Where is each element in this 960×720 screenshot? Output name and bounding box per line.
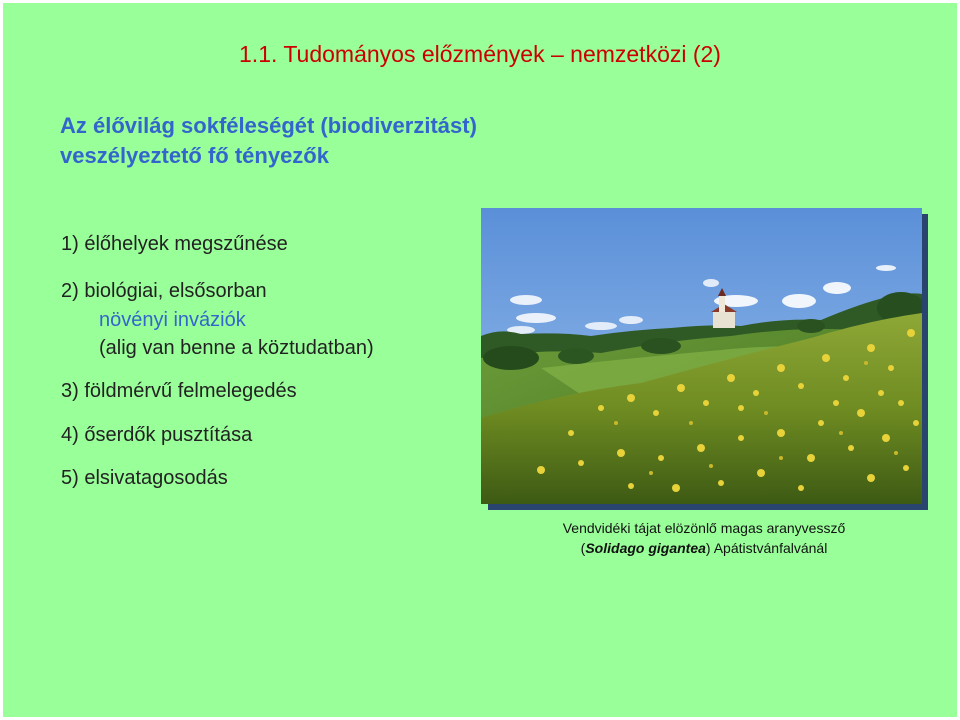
factor-item-5: 5) elsivatagosodás bbox=[61, 467, 228, 489]
slide-title: 1.1. Tudományos előzmények – nemzetközi (2) bbox=[239, 41, 721, 67]
caption-line-2 bbox=[481, 538, 927, 558]
landscape-photo bbox=[481, 208, 922, 504]
slide bbox=[3, 3, 957, 717]
caption-open-paren: ( bbox=[580, 540, 586, 556]
subtitle-line-1: Az élővilág sokféleségét (biodiverzitást) bbox=[60, 113, 477, 138]
slide-subtitle bbox=[60, 111, 477, 171]
caption-line-1: Vendvidéki tájat elözönlő magas aranyvessző bbox=[562, 520, 846, 536]
factor-item-1: 1) élőhelyek megszűnése bbox=[61, 233, 288, 255]
subtitle-line-2: veszélyeztető fő tényezők bbox=[60, 143, 329, 168]
photo-caption bbox=[481, 518, 927, 558]
factor-item-2: 2) biológiai, elsősorban bbox=[61, 280, 267, 302]
factor-item-2-highlight: növényi inváziók bbox=[99, 309, 246, 331]
caption-location: ) Apátistvánfalvánál bbox=[705, 540, 828, 556]
caption-species: Solidago gigantea bbox=[585, 540, 706, 556]
factor-item-4: 4) őserdők pusztítása bbox=[61, 424, 253, 446]
factor-item-2-note: (alig van benne a köztudatban) bbox=[99, 337, 374, 359]
factor-item-3: 3) földmérvű felmelegedés bbox=[61, 380, 297, 402]
